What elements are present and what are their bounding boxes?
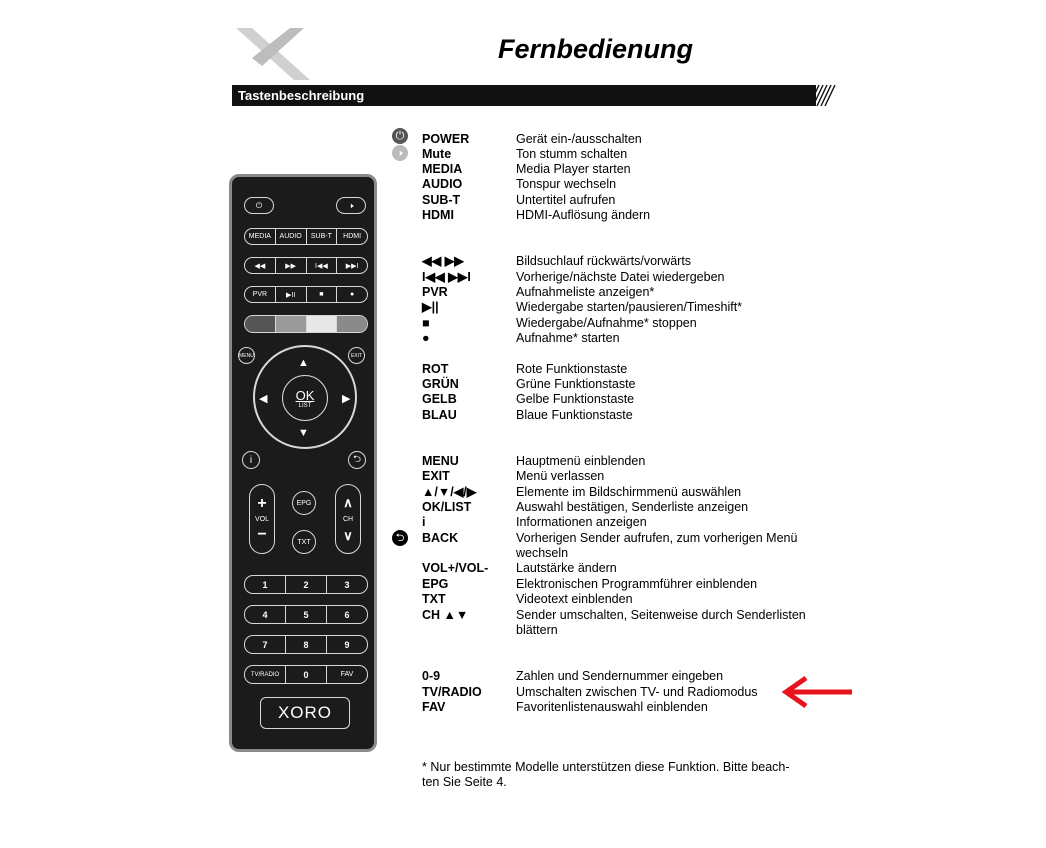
remote-menu-key: MENU <box>238 347 255 364</box>
remote-ch-label: CH <box>342 515 354 523</box>
remote-digit-4: 4 <box>262 609 268 620</box>
remote-power-button: ⏻ <box>244 197 274 214</box>
remote-ch-up-icon: ∧ <box>343 494 353 510</box>
remote-red-key <box>245 316 275 332</box>
key-description: Media Player starten <box>516 162 631 176</box>
remote-pvr-key: PVR <box>252 291 268 298</box>
footnote-line-2: ten Sie Seite 4. <box>422 775 507 790</box>
key-description: wechseln <box>516 546 569 560</box>
back-icon: ⮌ <box>392 530 408 546</box>
remote-info-key: i <box>242 451 260 469</box>
key-name: OK/LIST <box>422 500 472 514</box>
xoro-x-logo <box>232 26 312 82</box>
remote-play-key: ▶II <box>275 287 306 302</box>
key-description: Informationen anzeigen <box>516 515 647 529</box>
remote-txt-key: TXT <box>292 530 316 554</box>
remote-color-keys <box>244 315 368 333</box>
remote-digit-2: 2 <box>285 576 326 593</box>
remote-numrow-1 <box>244 575 368 594</box>
footnote-line-1: * Nur bestimmte Modelle unterstützen diese Funktion. Bitte beach- <box>422 760 790 774</box>
remote-digit-9: 9 <box>326 636 367 653</box>
remote-subt-key: SUB-T <box>306 229 337 244</box>
red-arrow-annotation <box>780 675 854 709</box>
remote-back-key: ⮌ <box>348 451 366 469</box>
remote-digit-3: 3 <box>326 576 367 593</box>
key-name: MENU <box>422 454 459 468</box>
remote-green-key <box>275 316 306 332</box>
remote-yellow-key <box>306 316 337 332</box>
remote-vol-plus-icon: + <box>257 494 267 512</box>
key-description: Menü verlassen <box>516 469 605 483</box>
remote-digit-8: 8 <box>285 636 326 653</box>
key-name: PVR <box>422 285 448 299</box>
remote-up-arrow-icon: ▲ <box>298 357 309 369</box>
footnote <box>422 760 832 791</box>
key-description: Gelbe Funktionstaste <box>516 392 635 406</box>
remote-prev-key: I◀◀ <box>306 258 337 273</box>
key-name: ● <box>422 331 430 345</box>
key-name: I◀◀ ▶▶I <box>422 270 471 284</box>
remote-forward-key: ▶▶ <box>275 258 306 273</box>
key-name: MEDIA <box>422 162 463 176</box>
remote-row-seek <box>244 257 368 274</box>
key-name: CH ▲▼ <box>422 608 469 622</box>
remote-epg-key: EPG <box>292 491 316 515</box>
key-name: TV/RADIO <box>422 685 482 699</box>
key-name: SUB-T <box>422 193 461 207</box>
key-name: BACK <box>422 531 459 545</box>
key-description: Ton stumm schalten <box>516 147 628 161</box>
remote-next-key: ▶▶I <box>336 258 367 273</box>
remote-blue-key <box>336 316 367 332</box>
key-description: Zahlen und Sendernummer eingeben <box>516 669 724 683</box>
key-name: FAV <box>422 700 446 714</box>
key-description: Untertitel aufrufen <box>516 193 616 207</box>
key-description: Lautstärke ändern <box>516 561 617 575</box>
remote-exit-key: EXIT <box>348 347 365 364</box>
key-name: GELB <box>422 392 457 406</box>
key-name: ◀◀ ▶▶ <box>422 254 464 268</box>
remote-stop-key: ■ <box>306 287 337 302</box>
mute-icon: 🕨 <box>392 145 408 161</box>
remote-record-key: ● <box>336 287 367 302</box>
key-name: GRÜN <box>422 377 459 391</box>
remote-audio-key: AUDIO <box>275 229 306 244</box>
remote-channel-rocker <box>335 484 361 554</box>
remote-list-label: LIST <box>298 402 312 409</box>
key-name: 0-9 <box>422 669 441 683</box>
key-description: Auswahl bestätigen, Senderliste anzeigen <box>516 500 749 514</box>
key-description: Gerät ein-/ausschalten <box>516 132 642 146</box>
key-description: Umschalten zwischen TV- und Radiomodus <box>516 685 758 699</box>
remote-ok-label: OK <box>295 387 315 403</box>
key-name: ▲/▼/◀/▶ <box>422 485 477 499</box>
key-name: ▶|| <box>422 300 439 314</box>
key-name: VOL+/VOL- <box>422 561 489 575</box>
remote-down-arrow-icon: ▼ <box>298 427 309 439</box>
key-name: HDMI <box>422 208 454 222</box>
key-name: Mute <box>422 147 452 161</box>
key-description: Blaue Funktionstaste <box>516 408 633 422</box>
page-title: Fernbedienung <box>498 34 693 64</box>
key-description: Aufnahmeliste anzeigen* <box>516 285 655 299</box>
remote-row-media <box>244 228 368 245</box>
key-description: Favoritenlistenauswahl einblenden <box>516 700 708 714</box>
key-description: Vorherige/nächste Datei wiedergeben <box>516 270 725 284</box>
key-name: BLAU <box>422 408 457 422</box>
remote-left-arrow-icon: ◀ <box>259 393 268 405</box>
remote-volume-rocker <box>249 484 275 554</box>
remote-digit-0: 0 <box>285 666 326 683</box>
key-name: ■ <box>422 316 430 330</box>
remote-row-pvr <box>244 286 368 303</box>
key-description: Hauptmenü einblenden <box>516 454 646 468</box>
remote-digit-5: 5 <box>285 606 326 623</box>
remote-control-image <box>229 174 377 752</box>
key-description: Vorherigen Sender aufrufen, zum vorherigen Menü <box>516 531 798 545</box>
remote-digit-7: 7 <box>262 639 268 650</box>
remote-ch-down-icon: ∨ <box>343 527 353 543</box>
key-description: Tonspur wechseln <box>516 177 617 191</box>
key-description: Wiedergabe starten/pausieren/Timeshift* <box>516 300 743 314</box>
remote-digit-6: 6 <box>326 606 367 623</box>
remote-right-arrow-icon: ▶ <box>342 393 351 405</box>
remote-tvradio-key: TV/RADIO <box>250 671 280 678</box>
key-name: EPG <box>422 577 449 591</box>
section-heading: Tastenbeschreibung <box>238 88 365 103</box>
remote-numrow-4 <box>244 665 368 684</box>
remote-numrow-3 <box>244 635 368 654</box>
key-name: EXIT <box>422 469 450 483</box>
key-name: AUDIO <box>422 177 463 191</box>
remote-vol-label: VOL <box>254 515 269 523</box>
remote-hdmi-key: HDMI <box>336 229 367 244</box>
remote-rewind-key: ◀◀ <box>254 262 266 270</box>
hatch-decoration <box>805 85 837 106</box>
power-icon: ⏻ <box>392 128 408 144</box>
key-description: Aufnahme* starten <box>516 331 620 345</box>
remote-numrow-2 <box>244 605 368 624</box>
key-description: blättern <box>516 623 558 637</box>
key-description: Videotext einblenden <box>516 592 633 606</box>
remote-mute-button: 🕨 <box>336 197 366 214</box>
remote-media-key: MEDIA <box>248 233 271 240</box>
remote-vol-minus-icon: − <box>257 525 267 543</box>
key-name: ROT <box>422 362 449 376</box>
key-name: TXT <box>422 592 446 606</box>
remote-digit-1: 1 <box>262 579 268 590</box>
key-name: POWER <box>422 132 470 146</box>
key-name: i <box>422 515 426 529</box>
key-description: Elemente im Bildschirmmenü auswählen <box>516 485 742 499</box>
key-description: Wiedergabe/Aufnahme* stoppen <box>516 316 697 330</box>
key-description: HDMI-Auflösung ändern <box>516 208 651 222</box>
key-description: Bildsuchlauf rückwärts/vorwärts <box>516 254 692 268</box>
xoro-brand-label: XORO <box>277 703 333 722</box>
key-description: Grüne Funktionstaste <box>516 377 636 391</box>
remote-ok-key <box>282 375 328 421</box>
key-description: Elektronischen Programmführer einblenden <box>516 577 758 591</box>
key-description: Rote Funktionstaste <box>516 362 628 376</box>
key-description: Sender umschalten, Seitenweise durch Senderlisten <box>516 608 806 622</box>
remote-fav-key: FAV <box>326 666 367 683</box>
remote-brand-badge <box>260 697 350 729</box>
